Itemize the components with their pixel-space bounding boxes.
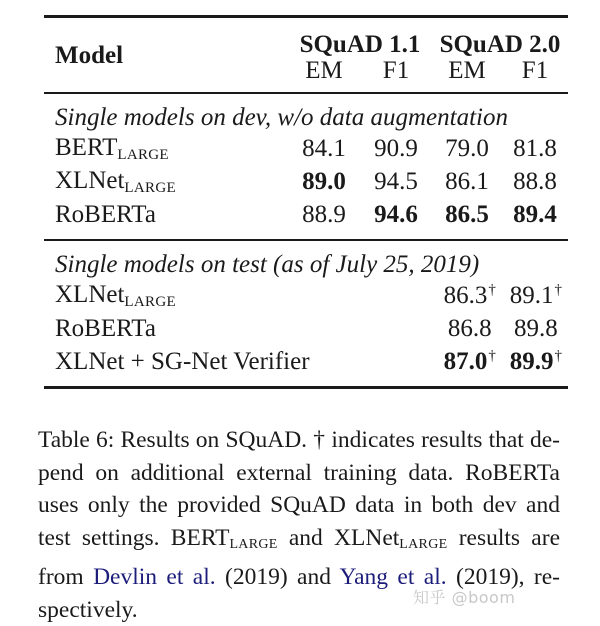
header-model: Model — [55, 41, 124, 69]
dagger-mark: † — [554, 282, 562, 298]
squad20-em: 79.0 — [445, 135, 489, 162]
squad11-em: 84.1 — [302, 135, 346, 162]
table-row — [44, 198, 568, 231]
header-squad20-f1: F1 — [521, 57, 549, 84]
squad11-f1: 94.6 — [374, 201, 418, 228]
squad20-f1: 88.8 — [513, 168, 557, 195]
squad20-f1: 89.8 — [513, 315, 558, 342]
spacer-row — [44, 378, 568, 386]
squad11-f1 — [373, 312, 436, 345]
header-squad11-em: EM — [305, 57, 343, 84]
squad20-em: 86.3† — [443, 282, 496, 309]
squad11-em — [310, 345, 373, 378]
dagger-mark: † — [488, 348, 496, 364]
table-row — [44, 345, 568, 378]
citation-link-devlin[interactable]: Devlin et al. — [93, 564, 216, 590]
squad11-f1: 94.5 — [374, 168, 418, 195]
watermark: 知乎 @boom — [413, 588, 516, 607]
squad20-f1: 81.8 — [513, 135, 557, 162]
model-name: RoBERTa — [55, 315, 156, 342]
header-row-groups — [44, 18, 568, 58]
table-row — [44, 312, 568, 345]
dagger-mark: † — [554, 348, 562, 364]
table-row — [44, 279, 568, 312]
header-squad20: SQuAD 2.0 — [439, 30, 561, 58]
section-title-dev: Single models on dev, w/o data augmentation — [55, 104, 508, 131]
bottom-rule — [44, 386, 568, 389]
results-table-container — [44, 15, 568, 389]
squad11-em: 88.9 — [302, 201, 346, 228]
header-squad11-f1: F1 — [382, 57, 410, 84]
results-table — [44, 18, 568, 92]
table-row — [44, 165, 568, 198]
model-name: XLNet$_{LARGE}$ — [55, 166, 176, 196]
citation-link-yang[interactable]: Yang et al. — [339, 564, 447, 590]
section-title-row — [44, 241, 568, 279]
squad20-em: 86.5 — [445, 201, 489, 228]
section-test — [44, 241, 568, 386]
model-name: RoBERTa — [55, 201, 156, 228]
table-caption: Table 6: Results on SQuAD. † indicates results that de- pend on additional external training data. RoBERTa uses only the provided SQuAD data in both dev and test settings. $BERT_{LARGE}$ and XLNet$_{LARGE}$ results are from Devlin et al. (2019) and Yang et al. (2019), re- spectively. — [38, 427, 560, 623]
section-dev — [44, 94, 568, 239]
spacer-row — [44, 231, 568, 239]
section-title-test: Single models on test (as of July 25, 2019) — [55, 251, 480, 278]
section-title-row — [44, 94, 568, 132]
model-name: XLNet$_{LARGE}$ — [55, 280, 176, 310]
squad20-f1: 89.9† — [509, 348, 562, 375]
squad20-em: 87.0† — [443, 348, 496, 375]
squad20-f1: 89.1† — [509, 282, 562, 309]
squad11-em — [310, 279, 373, 312]
header-squad11: SQuAD 1.1 — [299, 30, 421, 58]
dagger-mark: † — [488, 282, 496, 298]
squad11-em — [310, 312, 373, 345]
squad11-f1: 90.9 — [374, 135, 418, 162]
squad20-f1: 89.4 — [513, 201, 557, 228]
squad11-f1 — [373, 345, 436, 378]
squad20-em: 86.8 — [447, 315, 492, 342]
squad11-f1 — [373, 279, 436, 312]
model-name: XLNet + SG-Net Verifier — [55, 348, 310, 375]
table-row — [44, 132, 568, 165]
model-name: $BERT_{LARGE}$ — [55, 133, 169, 163]
squad11-em: 89.0 — [302, 168, 346, 195]
header-squad20-em: EM — [448, 57, 486, 84]
squad20-em: 86.1 — [445, 168, 489, 195]
